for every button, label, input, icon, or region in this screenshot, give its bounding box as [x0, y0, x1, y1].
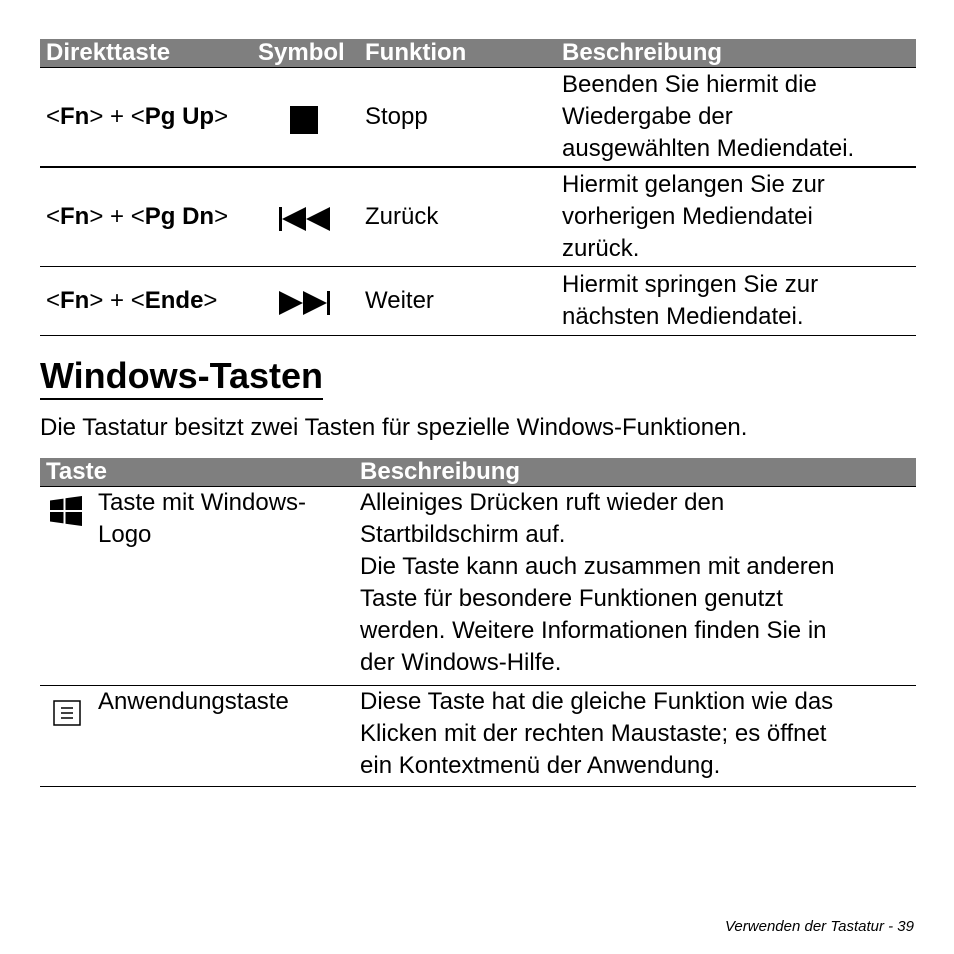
hotkey-table-header: [40, 39, 916, 68]
key-name: Pg Up: [144, 103, 215, 130]
key-fn: Fn: [60, 203, 90, 230]
description-cell: [548, 267, 916, 336]
description-line: ausgewählten Mediendatei.: [562, 135, 855, 162]
header-taste: Taste: [40, 458, 354, 487]
description-line: nächsten Mediendatei.: [562, 303, 804, 330]
description-line: Diese Taste hat die gleiche Funktion wie das: [360, 688, 834, 715]
table-row: [40, 686, 916, 787]
description-line: vorherigen Mediendatei: [562, 203, 813, 230]
key-text: > + <: [89, 203, 145, 230]
table-row: [40, 487, 916, 686]
key-name-cell: [98, 487, 354, 686]
key-text: <: [46, 103, 61, 130]
description-line: Klicken mit der rechten Maustaste; es öffnet: [360, 720, 827, 747]
function-cell: Zurück: [359, 167, 548, 267]
page: [40, 39, 916, 787]
description-line: ein Kontextmenü der Anwendung.: [360, 752, 721, 779]
windows-keys-table: [40, 458, 916, 787]
description-line: Hiermit springen Sie zur: [562, 271, 819, 298]
description-line: Startbildschirm auf.: [360, 521, 566, 548]
header-symbol: Symbol: [252, 39, 359, 68]
hotkey-table: [40, 39, 916, 336]
key-name-line: Anwendungstaste: [98, 688, 289, 715]
header-beschreibung: Beschreibung: [548, 39, 916, 68]
key-text: >: [203, 287, 218, 314]
description-line: Taste für besondere Funktionen genutzt: [360, 585, 783, 612]
key-name-cell: [98, 686, 354, 787]
description-cell: [354, 487, 916, 686]
key-text: <: [46, 203, 61, 230]
description-line: Alleiniges Drücken ruft wieder den: [360, 489, 725, 516]
description-line: Wiedergabe der: [562, 103, 733, 130]
table-row: [40, 68, 916, 168]
key-name: Pg Dn: [144, 203, 215, 230]
application-key-icon: [53, 700, 81, 726]
key-text: > + <: [89, 287, 145, 314]
description-line: werden. Weitere Informationen finden Sie in: [360, 617, 827, 644]
header-funktion: Funktion: [359, 39, 548, 68]
description-cell: [548, 68, 916, 168]
section-intro: Die Tastatur besitzt zwei Tasten für spezielle Windows-Funktionen.: [40, 414, 748, 441]
stop-icon: [290, 106, 318, 134]
description-cell: [354, 686, 916, 787]
section-title: Windows-Tasten: [40, 354, 323, 400]
description-line: Hiermit gelangen Sie zur: [562, 171, 825, 198]
table-row: [40, 167, 916, 267]
hotkey-cell: [40, 267, 252, 336]
key-text: <: [46, 287, 61, 314]
windows-logo-icon: [50, 496, 82, 526]
key-fn: Fn: [60, 103, 90, 130]
hotkey-cell: [40, 167, 252, 267]
icon-cell: [40, 487, 98, 686]
description-line: Die Taste kann auch zusammen mit anderen: [360, 553, 835, 580]
windows-keys-table-header: [40, 458, 916, 487]
symbol-cell: [252, 267, 359, 336]
page-footer: Verwenden der Tastatur - 39: [724, 918, 914, 935]
key-text: >: [214, 103, 229, 130]
next-track-icon: [279, 291, 331, 315]
key-name-line: Taste mit Windows-: [98, 489, 307, 516]
symbol-cell: [252, 167, 359, 267]
function-cell: Weiter: [359, 267, 548, 336]
header-beschreibung: Beschreibung: [354, 458, 916, 487]
symbol-cell: [252, 68, 359, 168]
hotkey-cell: [40, 68, 252, 168]
header-direkttaste: Direkttaste: [40, 39, 252, 68]
key-name: Ende: [144, 287, 204, 314]
description-line: der Windows-Hilfe.: [360, 649, 562, 676]
key-text: > + <: [89, 103, 145, 130]
previous-track-icon: [279, 207, 331, 231]
table-row: [40, 267, 916, 336]
key-fn: Fn: [60, 287, 90, 314]
description-line: Beenden Sie hiermit die: [562, 71, 817, 98]
description-cell: [548, 167, 916, 267]
key-text: >: [214, 203, 229, 230]
function-cell: Stopp: [359, 68, 548, 168]
icon-cell: [40, 686, 98, 787]
key-name-line: Logo: [98, 521, 152, 548]
description-line: zurück.: [562, 235, 640, 262]
